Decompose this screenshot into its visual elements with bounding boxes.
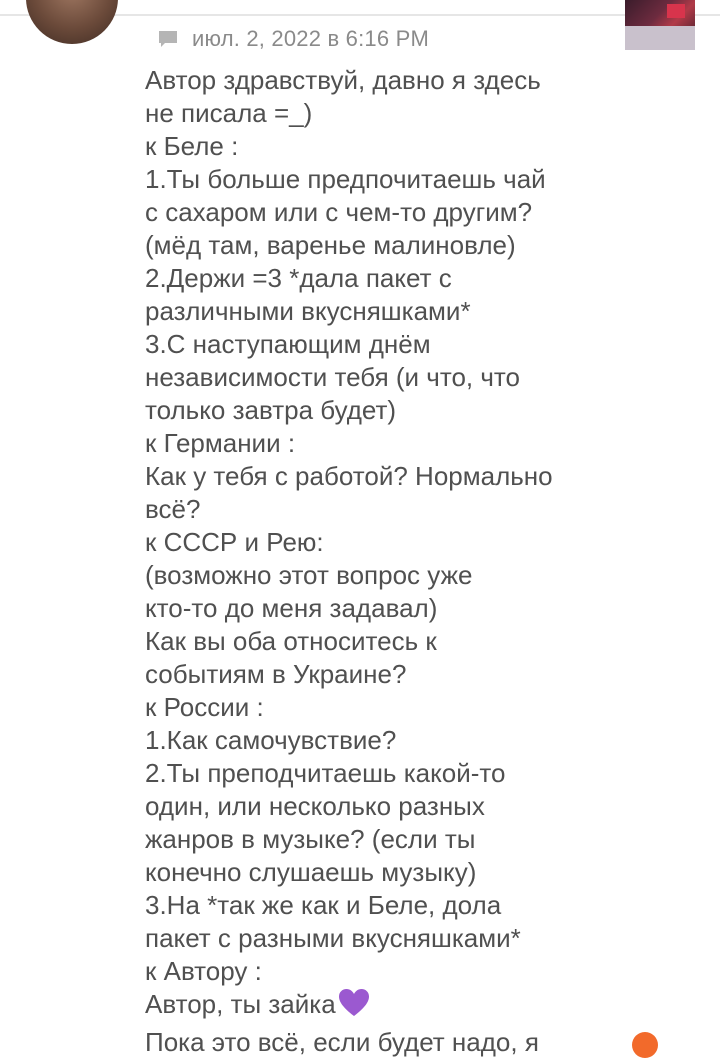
message-line: 1.Ты больше предпочитаешь чай — [145, 164, 546, 194]
message-line: Автор здравствуй, давно я здесь — [145, 65, 541, 95]
message-line: не писала =_) — [145, 98, 313, 128]
message-line: (мёд там, варенье малиновле) — [145, 230, 516, 260]
purple-heart-icon — [338, 988, 370, 1026]
message-line: независимости тебя (и что, что — [145, 362, 520, 392]
post-timestamp: июл. 2, 2022 в 6:16 PM — [192, 26, 430, 51]
message-line: с сахаром или с чем-то другим? — [145, 197, 533, 227]
message-line: Как у тебя с работой? Нормально — [145, 461, 553, 491]
message-line: Пока это всё, если будет надо, я — [145, 1027, 539, 1057]
user-avatar[interactable] — [26, 0, 118, 44]
post-meta — [158, 24, 429, 54]
message-line: к Беле : — [145, 131, 239, 161]
message-line: жанров в музыке? (если ты — [145, 824, 476, 854]
message-line: 3.На *так же как и Беле, дола — [145, 890, 502, 920]
message-line: 2.Держи =3 *дала пакет с — [145, 263, 452, 293]
message-line: (возможно этот вопрос уже — [145, 560, 473, 590]
floating-action-button[interactable] — [632, 1032, 658, 1058]
message-body — [145, 64, 615, 1059]
speech-bubble-icon — [158, 30, 178, 48]
message-line: 3.С наступающим днём — [145, 329, 431, 359]
image-thumbnail[interactable] — [625, 0, 695, 50]
message-line: к СССР и Рею: — [145, 527, 324, 557]
message-line-with-heart — [145, 988, 615, 1026]
message-line: к Автору : — [145, 956, 262, 986]
message-line: всё? — [145, 494, 201, 524]
message-line: один, или несколько разных — [145, 791, 485, 821]
message-line: только завтра будет) — [145, 395, 397, 425]
message-line: различными вкусняшками* — [145, 296, 471, 326]
message-line: кто-то до меня задавал) — [145, 593, 438, 623]
message-text: Автор, ты зайка — [145, 989, 336, 1019]
message-line: Как вы оба относитесь к — [145, 626, 437, 656]
message-line: 1.Как самочувствие? — [145, 725, 397, 755]
message-line: пакет с разными вкусняшками* — [145, 923, 521, 953]
message-line: событиям в Украине? — [145, 659, 407, 689]
message-line: конечно слушаешь музыку) — [145, 857, 477, 887]
message-line: к России : — [145, 692, 264, 722]
message-line: к Германии : — [145, 428, 296, 458]
message-line: 2.Ты преподчитаешь какой-то — [145, 758, 506, 788]
